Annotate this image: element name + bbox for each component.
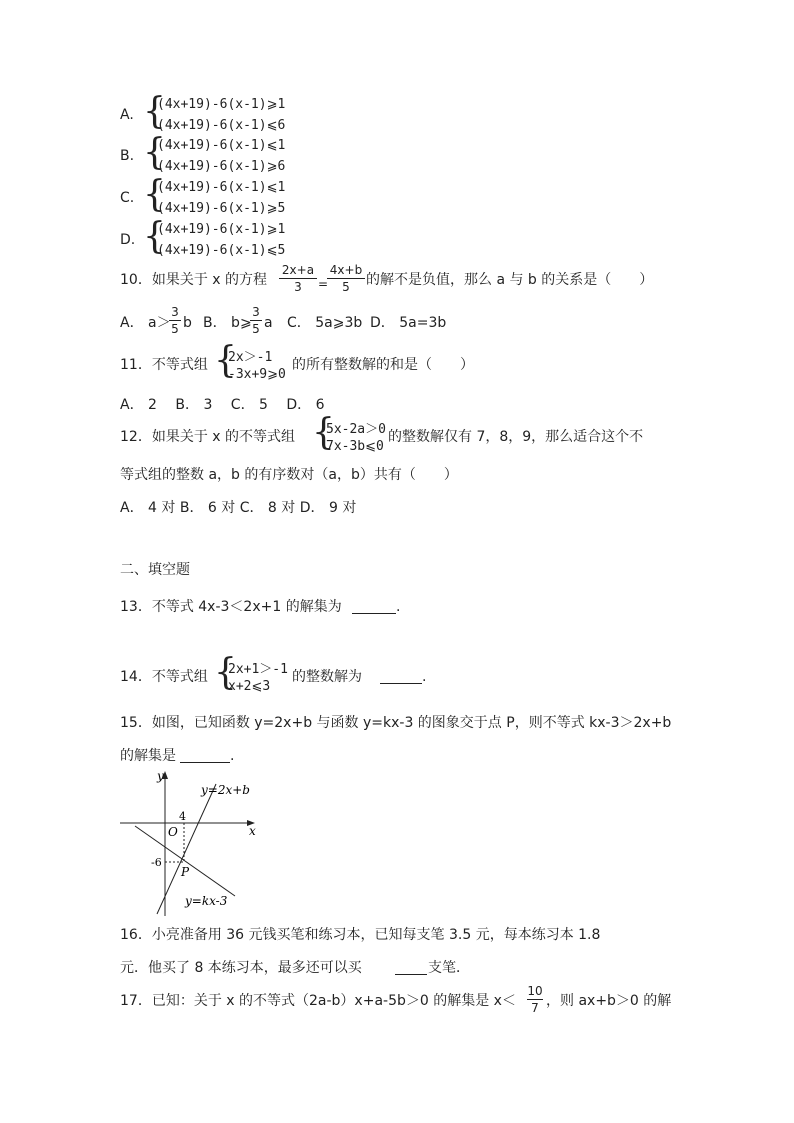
brace: { — [143, 216, 166, 257]
numerator: 4x+b — [329, 263, 363, 277]
q11-options: A． 2 B． 3 C． 5 D． 6 — [120, 397, 325, 413]
q16-tail: 支笔． — [428, 960, 470, 976]
q9-option-c-system — [143, 174, 303, 221]
q10-option-b: B． b⩾ — [203, 315, 252, 331]
system-row-1: (4x+19)-6(x-1)⩽1 — [157, 138, 286, 153]
q14-answer-blank[interactable] — [380, 669, 422, 684]
q11-suffix: 的所有整数解的和是（ ） — [292, 357, 474, 373]
q9-option-b-label: B. — [120, 148, 135, 164]
system-row-2: (4x+19)-6(x-1)⩾5 — [157, 201, 286, 216]
q10-option-d: D． 5a=3b — [370, 315, 447, 331]
system-row-2: -3x+9⩾0 — [228, 367, 286, 382]
numerator: 2x+a — [281, 263, 315, 277]
q15-graph — [115, 768, 265, 918]
q10-option-b-tail: a — [264, 315, 273, 331]
system-row-1: 2x＞-1 — [228, 350, 273, 365]
q11-system — [214, 340, 294, 387]
q15-answer-blank[interactable] — [180, 748, 230, 763]
q12-line-2: 等式组的整数 a，b 的有序数对（a，b）共有（ ） — [120, 467, 458, 483]
system-row-1: (4x+19)-6(x-1)⩾1 — [157, 222, 286, 237]
fraction-bar — [527, 999, 543, 1000]
brace: { — [143, 91, 166, 132]
q9-option-d-system — [143, 216, 303, 263]
q10-option-a: A． a＞ — [120, 315, 171, 331]
q17-fraction — [527, 984, 543, 1015]
numerator: 3 — [252, 305, 260, 319]
q9-option-a-label: A. — [120, 107, 134, 123]
q16-line-1: 16．小亮准备用 36 元钱买笔和练习本，已知每支笔 3.5 元，每本练习本 1.8 — [120, 927, 601, 943]
q9-option-c-label: C. — [120, 190, 135, 206]
q11-prefix: 11．不等式组 — [120, 357, 208, 373]
q10-fraction-2 — [327, 263, 365, 294]
q10-suffix: 的解不是负值，那么 a 与 b 的关系是（ ） — [366, 272, 654, 288]
q10-option-b-fraction — [250, 305, 262, 336]
q15-line-1: 15．如图，已知函数 y=2x+b 与函数 y=kx-3 的图象交于点 P，则不等式 kx-3＞2x+b — [120, 715, 672, 731]
fraction-bar — [169, 320, 181, 321]
brace: { — [312, 412, 335, 453]
q12-suffix: 的整数解仅有 7，8，9，那么适合这个不 — [388, 429, 644, 445]
system-row-2: 7x-3b⩽0 — [326, 439, 384, 454]
q13-tail: . — [396, 599, 401, 615]
q10-prefix: 10．如果关于 x 的方程 — [120, 272, 267, 288]
q9-option-b-system — [143, 132, 303, 179]
q15-tail: . — [230, 748, 235, 764]
system-row-1: (4x+19)-6(x-1)⩽1 — [157, 180, 286, 195]
q16-answer-blank[interactable] — [395, 960, 427, 975]
y-axis-label: y — [157, 769, 164, 783]
q14-prefix: 14．不等式组 — [120, 669, 208, 685]
q10-option-c: C． 5a⩾3b — [287, 315, 363, 331]
q17-suffix: ，则 ax+b＞0 的解 — [546, 993, 672, 1009]
q10-fraction-1 — [279, 263, 317, 294]
brace: { — [143, 132, 166, 173]
q14-tail: . — [422, 669, 427, 685]
q10-option-a-tail: b — [183, 315, 192, 331]
denominator: 5 — [252, 322, 260, 336]
system-row-2: (4x+19)-6(x-1)⩽6 — [157, 118, 286, 133]
section-title-fill-in: 二、填空题 — [120, 562, 190, 578]
system-row-1: (4x+19)-6(x-1)⩾1 — [157, 97, 286, 112]
q13-answer-blank[interactable] — [352, 599, 396, 614]
q9-option-a-system — [143, 91, 303, 138]
q14-system — [214, 652, 294, 699]
fraction-bar — [279, 278, 317, 279]
q13-text: 13．不等式 4x-3＜2x+1 的解集为 — [120, 599, 342, 615]
x-axis-label: x — [249, 824, 256, 838]
system-row-2: (4x+19)-6(x-1)⩾6 — [157, 159, 286, 174]
q12-options: A． 4 对 B． 6 对 C． 8 对 D． 9 对 — [120, 500, 357, 516]
q9-option-d-label: D. — [120, 232, 136, 248]
q14-suffix: 的整数解为 — [292, 669, 362, 685]
brace: { — [214, 340, 237, 381]
q10-option-a-fraction — [169, 305, 181, 336]
denominator: 7 — [531, 1001, 539, 1015]
q16-line-2: 元．他买了 8 本练习本，最多还可以买 — [120, 960, 362, 976]
q12-system — [312, 412, 392, 459]
system-row-2: x+2⩽3 — [228, 679, 271, 694]
numerator: 3 — [171, 305, 179, 319]
fraction-bar — [250, 320, 262, 321]
system-row-2: (4x+19)-6(x-1)⩽5 — [157, 243, 286, 258]
numerator: 10 — [527, 984, 543, 998]
q10-equals: = — [318, 277, 329, 291]
system-row-1: 5x-2a＞0 — [326, 422, 386, 437]
q17-prefix: 17．已知：关于 x 的不等式（2a-b）x+a-5b＞0 的解集是 x＜ — [120, 993, 516, 1009]
tick-label-neg-6: -6 — [151, 856, 162, 869]
line-kx-minus-3-label: y=kx-3 — [185, 894, 228, 908]
denominator: 3 — [294, 280, 302, 294]
q15-line-2: 的解集是 — [120, 748, 176, 764]
line-kx-minus-3 — [135, 826, 235, 896]
denominator: 5 — [342, 280, 350, 294]
q12-prefix: 12．如果关于 x 的不等式组 — [120, 429, 295, 445]
brace: { — [143, 174, 166, 215]
fraction-bar — [327, 278, 365, 279]
point-p-label: P — [181, 865, 190, 879]
system-row-1: 2x+1＞-1 — [228, 662, 288, 677]
tick-label-4: 4 — [179, 810, 186, 823]
brace: { — [214, 652, 237, 693]
origin-label: O — [168, 825, 178, 839]
denominator: 5 — [171, 322, 179, 336]
line-2x-plus-b-label: y=2x+b — [201, 783, 250, 797]
